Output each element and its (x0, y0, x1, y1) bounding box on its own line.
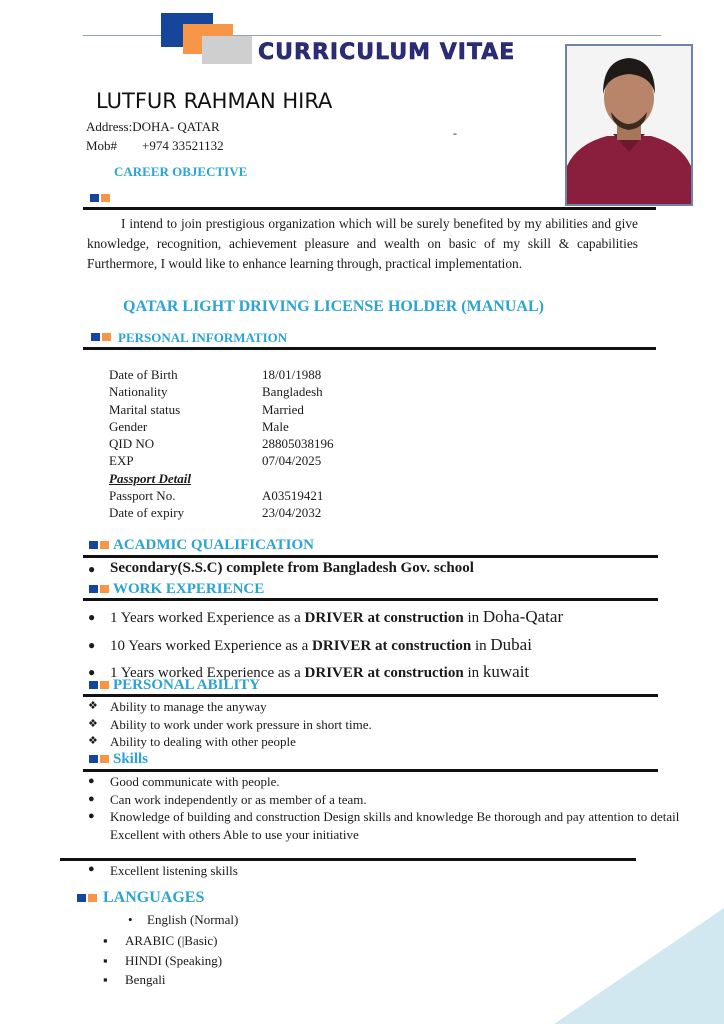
diamond-bullet-icon: ❖ (88, 700, 98, 712)
skills-list (88, 773, 683, 843)
section-marker (90, 194, 110, 202)
small-bullet-icon: • (128, 912, 133, 927)
personal-ability-list (88, 698, 372, 751)
section-divider (60, 858, 636, 861)
section-marker (89, 681, 109, 689)
language-item (128, 912, 238, 928)
info-value: Married (262, 401, 304, 417)
section-divider (83, 555, 658, 558)
list-item (88, 632, 563, 660)
language-item (103, 953, 222, 969)
passport-heading-row (109, 470, 334, 487)
info-label: Nationality (109, 384, 168, 400)
skill-item: Knowledge of building and construction Design skills and knowledge Be thorough and pay attention to detail Excellent with others Able to use your initiative (110, 809, 680, 842)
work-experience-list (88, 604, 563, 687)
info-row (109, 452, 334, 469)
academic-list (88, 560, 474, 577)
list-item (88, 716, 372, 734)
diamond-bullet-icon: ❖ (88, 717, 98, 730)
section-marker (89, 541, 109, 549)
list-item (88, 808, 683, 843)
personal-info-table (109, 366, 334, 522)
skill-item: Excellent listening skills (110, 863, 238, 878)
skills-heading: Skills (113, 751, 149, 767)
info-label: Marital status (109, 401, 181, 417)
info-value: A03519421 (262, 488, 324, 504)
info-value: 07/04/2025 (262, 453, 322, 469)
list-item (88, 698, 372, 716)
language-item (103, 933, 218, 949)
work-role: DRIVER at construction (312, 637, 472, 654)
info-row (109, 487, 334, 504)
info-row (109, 366, 334, 383)
list-item (88, 733, 372, 751)
info-value: 28805038196 (262, 436, 334, 452)
info-label: Date of expiry (109, 505, 185, 521)
section-divider (83, 598, 658, 601)
bullet-icon: ● (88, 610, 96, 624)
list-item (88, 773, 683, 791)
bullet-icon: ● (88, 665, 96, 679)
academic-heading: ACADMIC QUALIFICATION (113, 537, 314, 553)
info-row (109, 401, 334, 418)
work-place: Dubai (490, 634, 532, 654)
bullet-icon: ● (88, 863, 95, 875)
info-label: Date of Birth (109, 367, 178, 382)
address-label: Address: (86, 119, 133, 134)
work-place: kuwait (482, 662, 530, 681)
section-divider (83, 207, 656, 210)
address-line (86, 119, 220, 135)
academic-item: Secondary(S.S.C) complete from Bangladesh Gov. school (110, 560, 474, 576)
language-name: HINDI (Speaking) (125, 953, 223, 968)
section-marker (77, 894, 97, 902)
ability-item: Ability to manage the anyway (110, 699, 267, 714)
list-item (88, 560, 474, 577)
document-title: CURRICULUM VITAE (258, 40, 516, 65)
profile-photo (565, 44, 693, 206)
info-label: Passport No. (109, 488, 176, 504)
ability-item: Ability to work under work pressure in short time. (110, 716, 372, 732)
mobile-line (86, 138, 224, 154)
square-bullet-icon: ▪ (103, 933, 108, 948)
bullet-icon: ● (88, 792, 95, 805)
language-name: Bengali (125, 972, 166, 987)
list-item (88, 791, 683, 809)
passport-heading: Passport Detail (109, 470, 191, 486)
work-text: in (463, 665, 483, 681)
info-row (109, 383, 334, 400)
personal-info-heading: PERSONAL INFORMATION (118, 330, 288, 345)
mobile-value: +974 33521132 (142, 138, 224, 153)
info-row (109, 504, 334, 521)
skill-item: Can work independently or as member of a team. (110, 791, 367, 807)
language-name: English (Normal) (147, 912, 239, 927)
bullet-icon: ● (88, 810, 95, 822)
bullet-icon: ● (88, 637, 96, 652)
work-text: in (463, 610, 483, 626)
work-role: DRIVER at construction (304, 665, 464, 681)
address-value: DOHA- QATAR (132, 119, 220, 134)
section-divider (83, 347, 656, 350)
info-value: 23/04/2032 (262, 505, 322, 521)
section-marker (89, 585, 109, 593)
person-photo-icon (567, 46, 691, 204)
square-bullet-icon: ▪ (103, 953, 108, 968)
license-line: QATAR LIGHT DRIVING LICENSE HOLDER (MANUAL) (123, 298, 544, 315)
list-item (88, 604, 563, 632)
info-value: Male (262, 418, 289, 434)
info-value: Bangladesh (262, 384, 323, 400)
section-marker (89, 755, 109, 763)
corner-decoration (554, 908, 724, 1024)
ability-item: Ability to dealing with other people (110, 734, 296, 749)
skills-extra-list (88, 863, 238, 879)
info-label: QID NO (109, 436, 155, 452)
list-item (88, 863, 238, 879)
stray-mark: - (453, 126, 457, 140)
square-bullet-icon: ▪ (103, 972, 108, 987)
section-marker (91, 333, 111, 341)
mobile-label: Mob# (86, 138, 118, 153)
work-text: 1 Years worked Experience as a (110, 665, 305, 681)
career-objective-heading: CAREER OBJECTIVE (114, 164, 248, 179)
info-value: 18/01/1988 (262, 367, 322, 382)
language-item (103, 972, 165, 988)
skill-item: Good communicate with people. (110, 774, 280, 789)
work-text: in (471, 637, 491, 654)
personal-ability-heading: PERSONAL ABILITY (113, 677, 261, 693)
bullet-icon: ● (88, 775, 95, 787)
career-objective-text (87, 214, 638, 274)
logo-square-gray (202, 36, 252, 64)
work-experience-heading: WORK EXPERIENCE (113, 581, 265, 597)
languages-heading: LANGUAGES (103, 889, 205, 906)
work-text: 10 Years worked Experience as a (110, 637, 313, 654)
section-divider (83, 769, 658, 772)
language-name: ARABIC (|Basic) (125, 933, 218, 948)
objective-body: I intend to join prestigious organization which will be surely benefited by my abilities and give knowledge, recognition, achievement pleasure and wealth on basic of my skill & capabilities Furthermore, I would like to enhance learning through, practical implementation. (87, 216, 638, 271)
candidate-name: LUTFUR RAHMAN HIRA (96, 89, 333, 113)
info-label: Gender (109, 418, 148, 434)
info-row (109, 435, 334, 452)
work-place: Doha-Qatar (482, 607, 564, 626)
section-divider (83, 694, 658, 697)
work-role: DRIVER at construction (304, 610, 464, 626)
work-text: 1 Years worked Experience as a (110, 610, 305, 626)
info-label: EXP (109, 453, 134, 469)
diamond-bullet-icon: ❖ (88, 735, 98, 747)
bullet-icon: ● (88, 562, 96, 576)
info-row (109, 418, 334, 435)
